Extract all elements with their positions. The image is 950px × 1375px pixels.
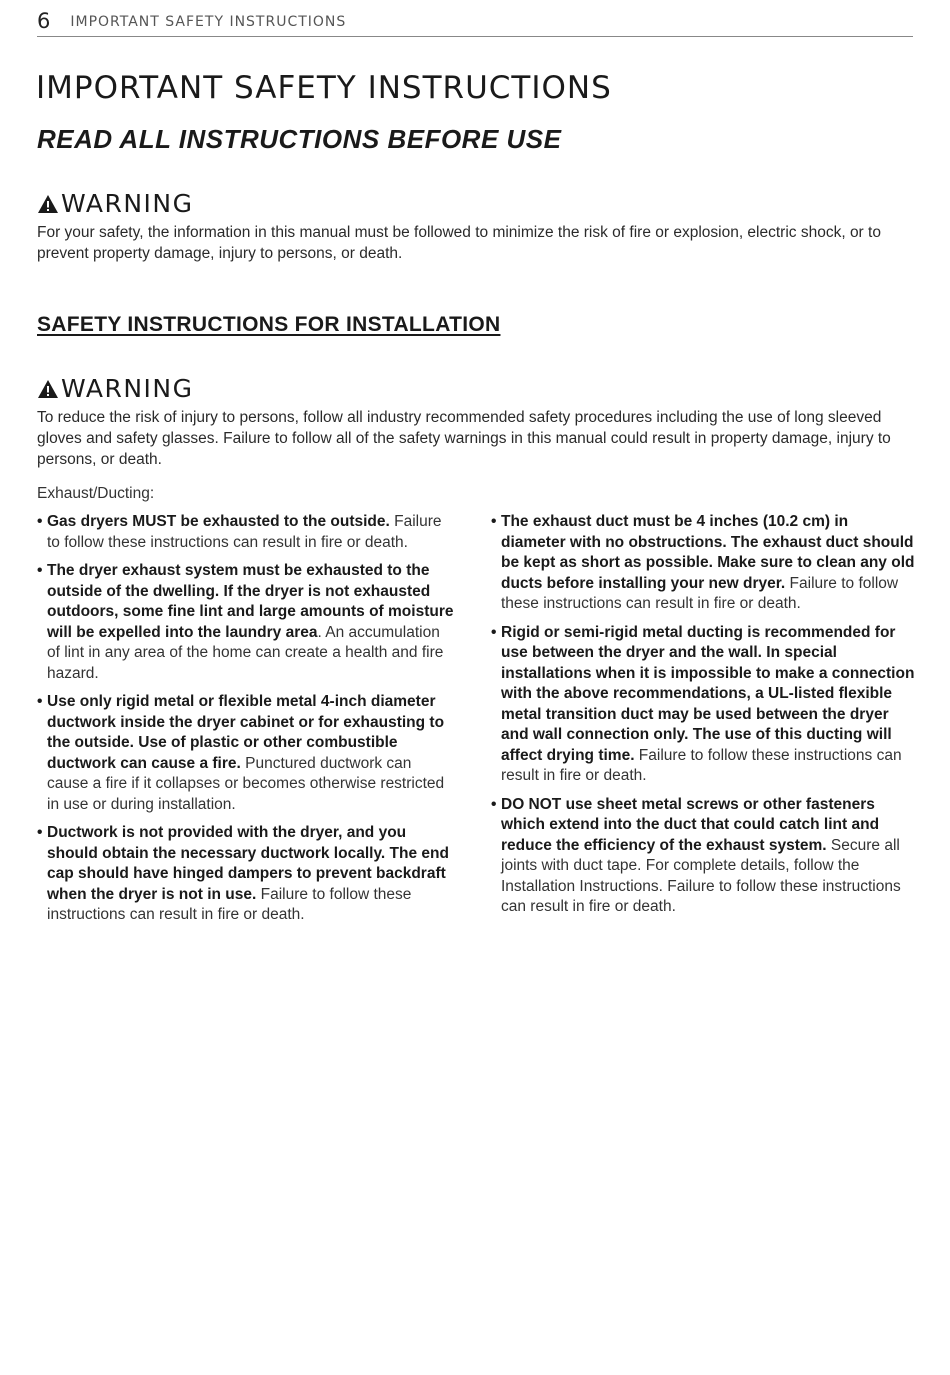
- bullet-marker: •: [37, 562, 43, 579]
- section-heading: SAFETY INSTRUCTIONS FOR INSTALLATION: [37, 313, 501, 336]
- warning-label: WARNING: [61, 374, 194, 403]
- bullet-marker: •: [491, 513, 497, 530]
- list-item: [491, 795, 915, 918]
- warning-heading: [37, 371, 913, 403]
- item-text: . An accumulation of lint in any area of the home can create a health and fire hazard.: [47, 623, 444, 682]
- list-item: [491, 623, 915, 787]
- bullet-marker: •: [37, 824, 43, 841]
- bullet-marker: •: [491, 623, 497, 641]
- page-number: 6: [37, 9, 51, 33]
- running-header: [37, 10, 913, 37]
- item-text: Punctured ductwork can cause a fire if it collapses or becomes otherwise restricted in use or during installation.: [47, 754, 445, 813]
- page-subtitle: READ ALL INSTRUCTIONS BEFORE USE: [37, 124, 562, 154]
- page-title: IMPORTANT SAFETY INSTRUCTIONS: [36, 70, 612, 106]
- bullet-list-left: [37, 512, 455, 934]
- list-item: [37, 512, 455, 553]
- item-text: Failure to follow these instructions can result in fire or death.: [47, 513, 442, 551]
- item-text: Failure to follow these instructions can result in fire or death.: [501, 746, 902, 784]
- installation-warning: [37, 371, 913, 470]
- warning-text: For your safety, the information in this manual must be followed to minimize the risk of fire or explosion, electric shock, or to prevent property damage, injury to persons, or death.: [37, 224, 881, 262]
- item-text: Failure to follow these instructions can result in fire or death.: [47, 885, 412, 923]
- item-emphasis: The dryer exhaust system must be exhausted to the outside of the dwelling. If the dryer is not exhausted outdoors, some fine lint and large amounts of moisture will be expelled into the laundry area: [47, 562, 454, 641]
- item-emphasis: DO NOT use sheet metal screws or other fasteners which extend into the duct that could catch lint and reduce the efficiency of the exhaust system.: [501, 795, 880, 854]
- warning-heading: [37, 186, 913, 218]
- bullet-list-right: [491, 512, 915, 926]
- item-emphasis: Gas dryers MUST be exhausted to the outside.: [47, 513, 390, 530]
- exhaust-ducting-label: Exhaust/Ducting:: [37, 485, 155, 502]
- list-item: [37, 692, 455, 815]
- warning-text: To reduce the risk of injury to persons, follow all industry recommended safety procedures including the use of long sleeved gloves and safety glasses. Failure to follow all of the safety warnings in this manual could result in property damage, injury to persons, or death.: [37, 409, 891, 468]
- bullet-marker: •: [491, 795, 497, 813]
- item-text: Failure to follow these instructions can result in fire or death.: [501, 574, 899, 612]
- item-text: Secure all joints with duct tape. For complete details, follow the Installation Instructions. Failure to follow these instructions can result in fire or death.: [501, 836, 901, 915]
- list-item: [37, 823, 455, 926]
- list-item: [37, 561, 455, 684]
- warning-triangle-icon: [37, 379, 59, 399]
- general-warning: [37, 186, 913, 264]
- bullet-marker: •: [37, 693, 43, 710]
- warning-label: WARNING: [61, 189, 194, 218]
- bullet-marker: •: [37, 513, 43, 530]
- running-title: IMPORTANT SAFETY INSTRUCTIONS: [70, 14, 347, 30]
- item-emphasis: Use only rigid metal or flexible metal 4-inch diameter ductwork inside the dryer cabinet or for exhausting to the outside. Use of plastic or other combustible ductwork can cause a fire.: [47, 693, 445, 772]
- item-emphasis: Ductwork is not provided with the dryer, and you should obtain the necessary ductwork locally. The end cap should have hinged dampers to prevent backdraft when the dryer is not in use.: [47, 824, 449, 903]
- item-emphasis: Rigid or semi-rigid metal ducting is recommended for use between the dryer and the wall. In special installations when it is impossible to make a connection with the above recommendations, a UL-listed flexible metal transition duct may be used between the dryer and wall connection only. The use of this ducting will affect drying time.: [501, 623, 915, 764]
- warning-triangle-icon: [37, 194, 59, 214]
- item-emphasis: The exhaust duct must be 4 inches (10.2 cm) in diameter with no obstructions. The exhaust duct should be kept as short as possible. Make sure to clean any old ducts before installing your new dryer.: [501, 513, 915, 592]
- list-item: [491, 512, 915, 615]
